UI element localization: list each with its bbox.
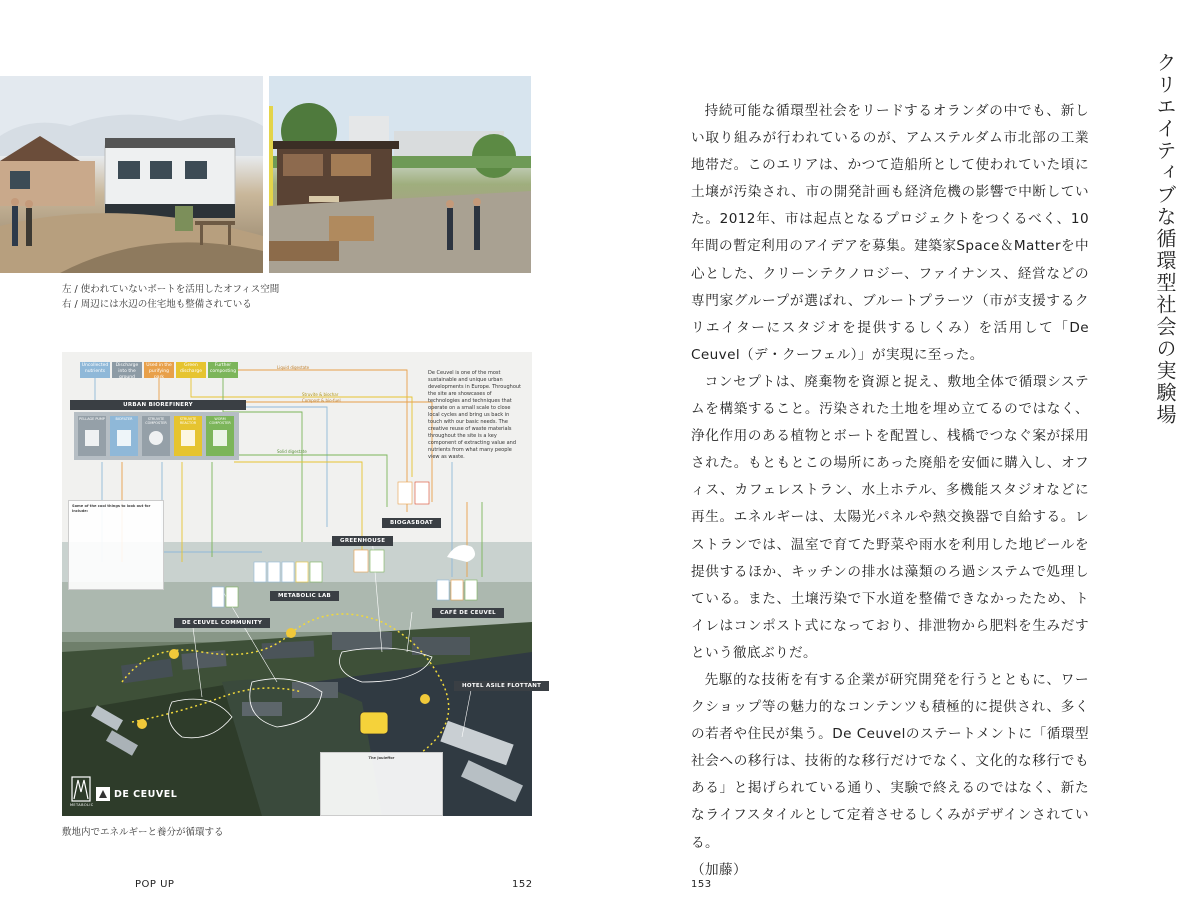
flow-label-liquid: Liquid digestate (277, 365, 310, 370)
flow-label-solid: Solid digestate (277, 449, 307, 454)
unit-biofilter: BIOFILTER (115, 417, 133, 421)
de-ceuvel-logo: DE CEUVEL (114, 789, 178, 800)
article-signature: （加藤） (691, 861, 747, 878)
flow-box-composting: Further composting (209, 363, 237, 374)
article-body (691, 98, 1089, 884)
page-number-right: 153 (691, 879, 712, 890)
photo-caption (62, 282, 302, 312)
diagram-caption: 敷地内でエネルギーと養分が循環する (62, 827, 224, 838)
de-ceuvel-cycle-diagram (62, 352, 542, 816)
stage-label-greenhouse: GREENHOUSE (332, 536, 393, 546)
stage-label-metabolic-lab: METABOLIC LAB (270, 591, 339, 601)
page-number-left: 152 (512, 879, 533, 890)
article-paragraph-1: 持続可能な循環型社会をリードするオランダの中でも、新しい取り組みが行われているのが、アムステルダム市北部の工業地帯だ。このエリアは、かつて造船所として使われていた頃に土壌が汚染され、市の開発計画も経済危機の影響で中断していた。2012年、市は起点となるプロジェクトをつくるべく、10年間の暫定利用のアイデアを募集。建築家Space＆Matterを中心とした、クリーンテクノロジー、ファイナンス、経営などの専門家グループが選ばれ、ブルートプラーツ（市が支援するクリエイターにスタジオを提供するしくみ）を活用して「De Ceuvel（デ・クーフェル）」が実現に至った。 (691, 103, 1089, 363)
article-paragraph-2: コンセプトは、廃棄物を資源と捉え、敷地全体で循環システムを構築すること。汚染された土地を埋め立てるのではなく、浄化作用のある植物とボートを配置し、桟橋でつなぐ案が採用された。もともとこの場所にあった廃船を安価に購入し、オフィス、カフェレストラン、水上ホテル、多機能スタジオなどに再生。エネルギーは、太陽光パネルや熱交換器で自給する。レストランでは、温室で育てた野菜や雨水を利用した地ビールを提供するほか、キッチンの排水は藻類のろ過システムで処理している。また、土壌汚染で下水道を整備できなかったため、トイレはコンポスト式になっており、排泄物から肥料を生みだすという徹底ぶりだ。 (691, 373, 1089, 661)
photo-houseboat-office-art (0, 76, 263, 273)
stage-label-urban-biorefinery: URBAN BIOREFINERY (70, 400, 246, 410)
metabolic-logo: METABOLIC (70, 803, 94, 807)
flow-box-nutrients: Uncollected nutrients (81, 363, 109, 374)
diagram-cool-things-list (68, 500, 164, 590)
stage-label-biogasboat: BIOGASBOAT (382, 518, 441, 528)
unit-struvite-reactor: STRUVITE REACTOR (179, 417, 197, 425)
unit-struvite-composter: STRUVITE COMPOSTER (145, 417, 167, 425)
unit-worm-composter: WORM COMPOSTER (209, 417, 231, 425)
diagram-jouleffor-box (320, 752, 443, 816)
photo-houseboat-office (0, 76, 263, 273)
flow-box-green-discharge: Green discharge (180, 363, 202, 374)
flow-label-struvite: Struvite & biochar (302, 392, 339, 397)
photo-caption-line-right: 右 / 周辺には水辺の住宅地も整備されている (62, 299, 252, 310)
stage-label-hotel: HOTEL ASILE FLOTTANT (454, 681, 549, 691)
stage-label-community: DE CEUVEL COMMUNITY (174, 618, 270, 628)
photo-waterside-terrace (269, 76, 531, 273)
stage-label-cafe: CAFÉ DE CEUVEL (432, 608, 504, 618)
unit-pellage-pump: PELLAGE PUMP (79, 417, 105, 421)
photo-caption-line-left: 左 / 使われていないボートを活用したオフィス空間 (62, 284, 280, 295)
photo-waterside-terrace-art (269, 76, 531, 273)
diagram-jouleffor-title: The Jouleffor (368, 756, 395, 760)
diagram-info-text: De Ceuvel is one of the most sustainable and unique urban developments in Europe. Throughout the site are showcases of technologies and techniques that operate on a small scale to close local cycles and bring us back in touch with our basic needs. The creative reuse of waste materials throughout the site is a key component of extracting value and nutrients from what many people view as waste. (428, 370, 522, 460)
diagram-list-title: Some of the cool things to look out for include: (72, 504, 151, 513)
flow-box-ground: Discharge into the ground (115, 363, 139, 380)
flow-label-compost: Compost & bio-fuel (302, 398, 341, 403)
flow-box-park: Used in the purifying park (146, 363, 172, 380)
article-vertical-title: クリエイティブな循環型社会の実験場 (1153, 52, 1177, 426)
folio-label: POP UP (135, 879, 175, 890)
article-paragraph-3: 先駆的な技術を有する企業が研究開発を行うとともに、ワークショップ等の魅力的なコンテンツも積極的に提供され、多くの若者や住民が集う。De Ceuvelのステートメントに「循環型社会への移行は、技術的な移行だけでなく、文化的な移行でもある」と掲げられている通り、実験で終えるのではなく、新たなライフスタイルとして定着させるしくみがデザインされている。 (691, 671, 1089, 851)
